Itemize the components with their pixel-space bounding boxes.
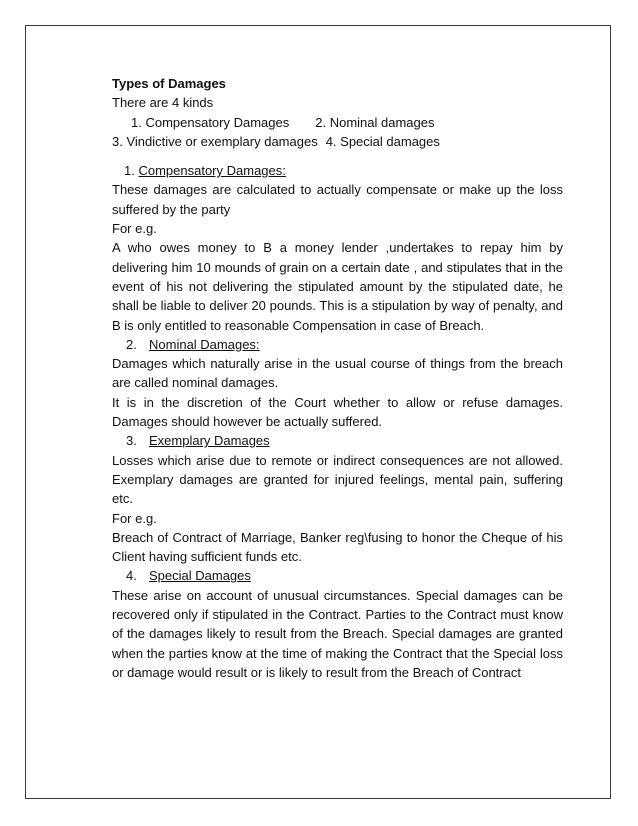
kind-item-nominal: 2. Nominal damages bbox=[315, 114, 435, 130]
section-number: 3. bbox=[126, 433, 137, 449]
example-label: For e.g. bbox=[112, 221, 157, 237]
section-number: 1. bbox=[124, 163, 135, 179]
section-heading-compensatory bbox=[112, 161, 563, 180]
intro-text: There are 4 kinds bbox=[112, 95, 214, 111]
section-number: 2. bbox=[126, 336, 137, 352]
paragraph: It is in the discretion of the Court whether to allow or refuse damages. Damages should however be actually suffered. bbox=[112, 394, 563, 430]
example-label: For e.g. bbox=[112, 510, 157, 526]
paragraph: Breach of Contract of Marriage, Banker reg\fusing to honor the Cheque of his Client having sufficient funds etc. bbox=[112, 529, 563, 565]
kinds-row-1 bbox=[112, 113, 563, 132]
paragraph: Losses which arise due to remote or indirect consequences are not allowed. Exemplary damages are granted for injured feelings, mental pain, suffering etc. bbox=[112, 452, 563, 507]
section-heading-text: Special Damages bbox=[149, 568, 251, 584]
kind-item-compensatory: 1. Compensatory Damages bbox=[131, 114, 290, 130]
kind-item-special: 4. Special damages bbox=[325, 133, 440, 149]
section-heading-nominal bbox=[112, 335, 563, 354]
document-title: Types of Damages bbox=[112, 76, 226, 91]
section-heading-exemplary bbox=[112, 431, 563, 450]
section-heading-text: Compensatory Damages: bbox=[138, 163, 286, 179]
document-body bbox=[112, 74, 563, 682]
section-heading-text: Exemplary Damages bbox=[149, 433, 270, 449]
section-heading-special bbox=[112, 566, 563, 585]
kind-item-vindictive: 3. Vindictive or exemplary damages bbox=[112, 133, 318, 149]
kinds-row-2 bbox=[112, 132, 563, 151]
section-number: 4. bbox=[126, 568, 137, 584]
paragraph: These arise on account of unusual circumstances. Special damages can be recovered only if stipulated in the Contract. Parties to the Contract must know of the damages likely to result from the Breach. Special damages are granted when the parties know at the time of making the Contract that the Special loss or damage would result or is likely to result from the Breach of Contract bbox=[112, 587, 563, 680]
paragraph: A who owes money to B a money lender ,undertakes to repay him by delivering him 10 mounds of grain on a certain date , and stipulates that in the event of his not delivering the stipulated amount by the stipulated date, he shall be liable to deliver 20 pounds. This is a stipulation by way of penalty, and B is only entitled to reasonable Compensation in case of Breach. bbox=[112, 240, 563, 333]
paragraph: Damages which naturally arise in the usual course of things from the breach are called nominal damages. bbox=[112, 356, 563, 391]
paragraph: These damages are calculated to actually compensate or make up the loss suffered by the party bbox=[112, 182, 563, 217]
section-heading-text: Nominal Damages: bbox=[149, 336, 260, 352]
